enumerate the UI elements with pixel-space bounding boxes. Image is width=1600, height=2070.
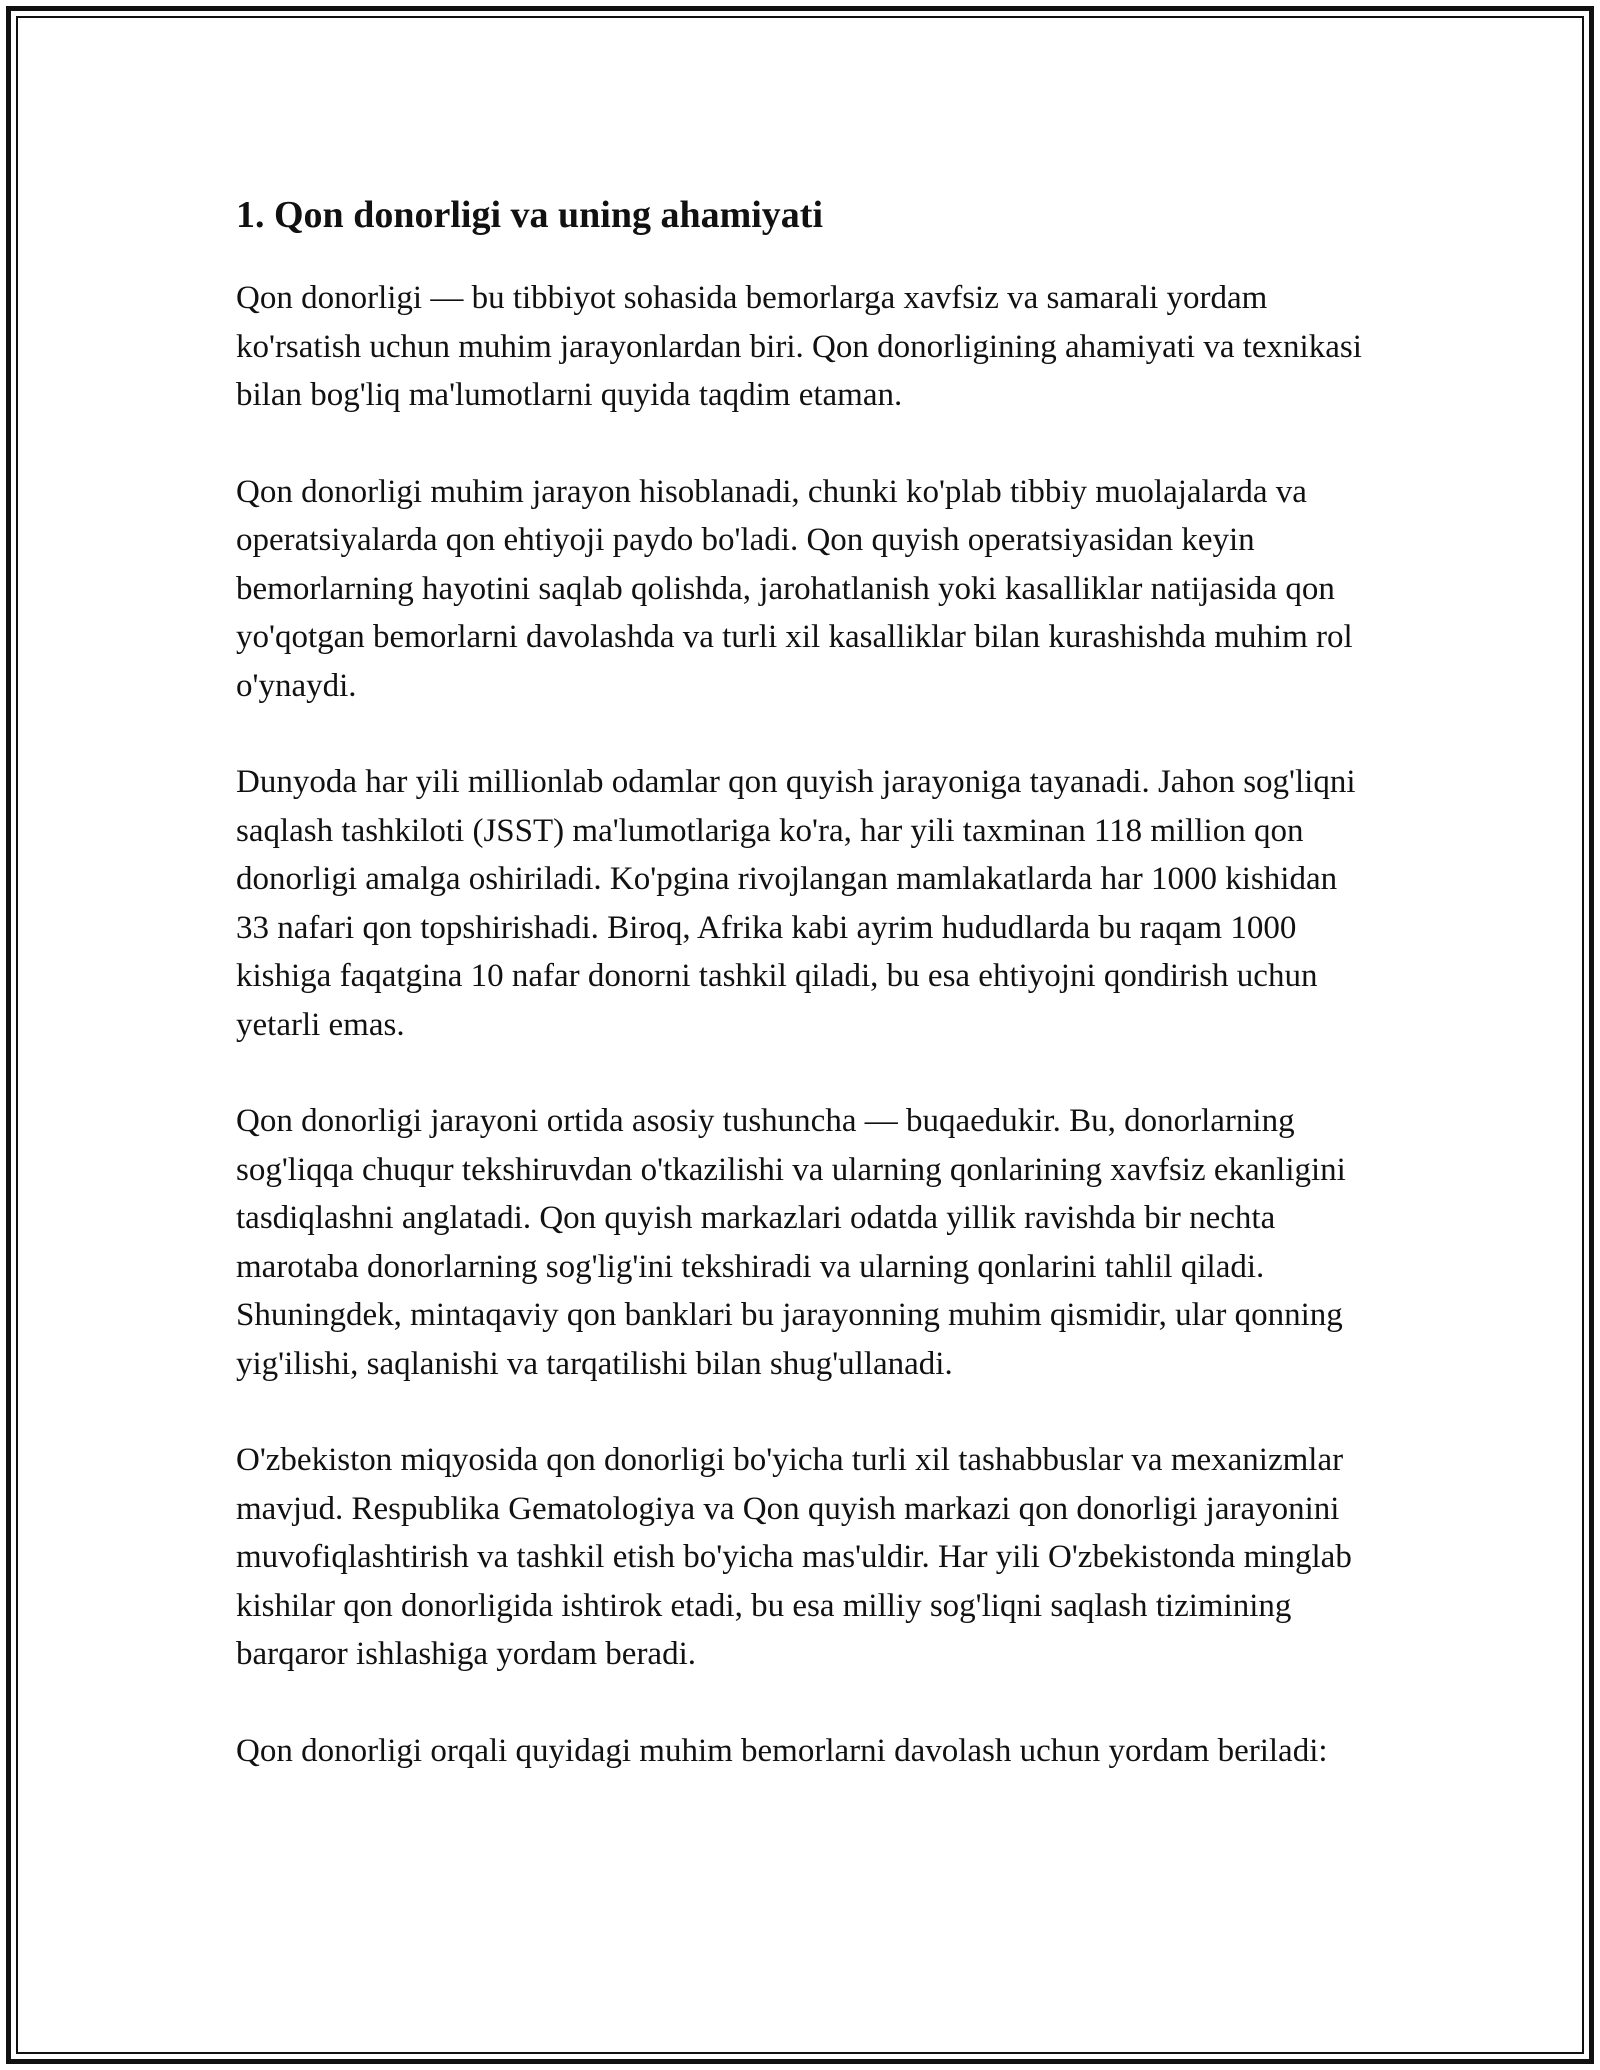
paragraph-intro: Qon donorligi — bu tibbiyot sohasida bemorlarga xavfsiz va samarali yordam ko'rsatish uchun muhim jarayonlardan biri. Qon donorligining ahamiyati va texnikasi bilan bog'liq ma'lumotlarni quyida taqdim etaman.	[236, 280, 1362, 413]
section-heading: 1. Qon donorligi va uning ahamiyati	[236, 194, 824, 236]
document-body	[236, 186, 1371, 1823]
paragraph-safety-process: Qon donorligi jarayoni ortida asosiy tushuncha — buqaedukir. Bu, donorlarning sog'liqqa chuqur tekshiruvdan o'tkazilishi va ularning qonlarining xavfsiz ekanligini tasdiqlashni anglatadi. Qon quyish markazlari odatda yillik ravishda bir nechta marotaba donorlarning sog'lig'ini tekshiradi va ularning qonlarini tahlil qiladi. Shuningdek, mintaqaviy qon banklari bu jarayonning muhim qismidir, ular qonning yig'ilishi, saqlanishi va tarqatilishi bilan shug'ullanadi.	[236, 1103, 1346, 1382]
paragraph-uzbekistan: O'zbekiston miqyosida qon donorligi bo'yicha turli xil tashabbuslar va mexanizmlar mavjud. Respublika Gematologiya va Qon quyish markazi qon donorligi jarayonini muvofiqlashtirish va tashkil etish bo'yicha mas'uldir. Har yili O'zbekistonda minglab kishilar qon donorligida ishtirok etadi, bu esa milliy sog'liqni saqlash tizimining barqaror ishlashiga yordam beradi.	[236, 1442, 1352, 1672]
paragraph-list-intro: Qon donorligi orqali quyidagi muhim bemorlarni davolash uchun yordam beriladi:	[236, 1732, 1328, 1769]
paragraph-importance: Qon donorligi muhim jarayon hisoblanadi, chunki ko'plab tibbiy muolajalarda va operatsiyalarda qon ehtiyoji paydo bo'ladi. Qon quyish operatsiyasidan keyin bemorlarning hayotini saqlab qolishda, jarohatlanish yoki kasalliklar natijasida qon yo'qotgan bemorlarni davolashda va turli xil kasalliklar bilan kurashishda muhim rol o'ynaydi.	[236, 473, 1353, 704]
paragraph-world-statistics: Dunyoda har yili millionlab odamlar qon quyish jarayoniga tayanadi. Jahon sog'liqni saqlash tashkiloti (JSST) ma'lumotlariga ko'ra, har yili taxminan 118 million qon donorligi amalga oshiriladi. Ko'pgina rivojlangan mamlakatlarda har 1000 kishidan 33 nafari qon topshirishadi. Biroq, Afrika kabi ayrim hududlarda bu raqam 1000 kishiga faqatgina 10 nafar donorni tashkil qiladi, bu esa ehtiyojni qondirish uchun yetarli emas.	[236, 764, 1356, 1043]
